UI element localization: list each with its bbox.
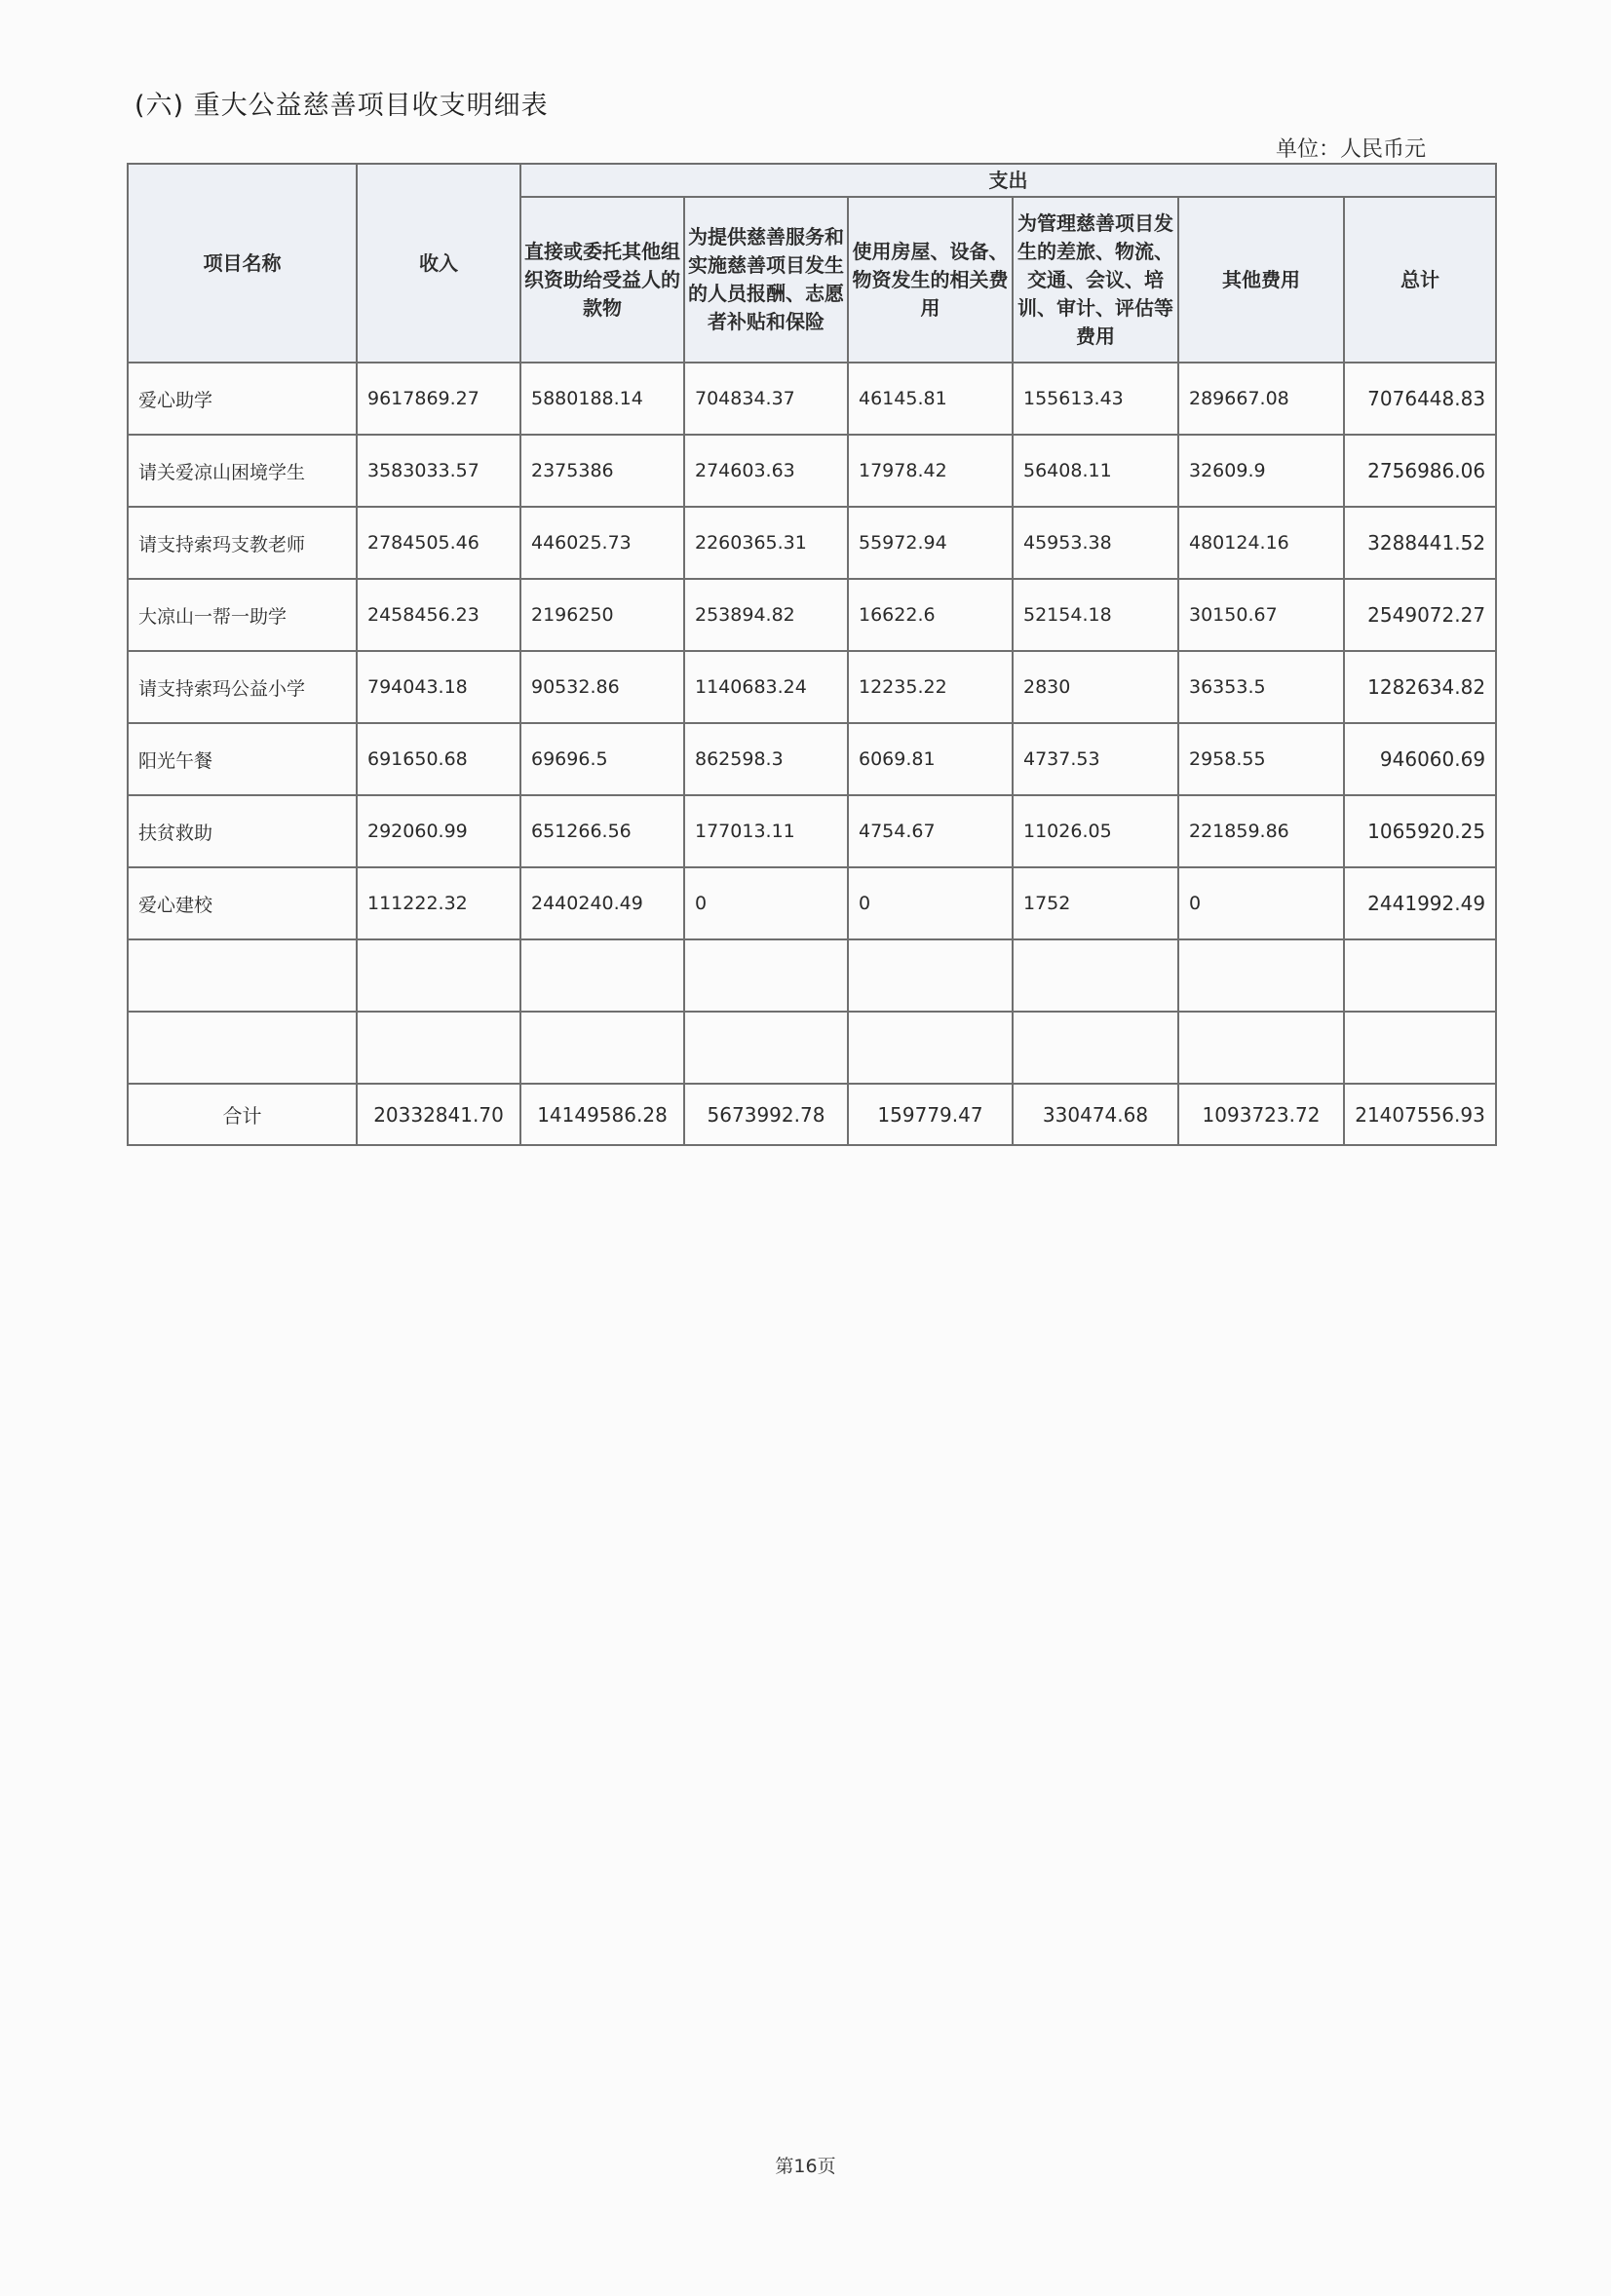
- header-project-name: 项目名称: [128, 164, 357, 363]
- cell-facilities: [848, 939, 1013, 1012]
- cell-management: 11026.05: [1013, 795, 1178, 867]
- table-row: [128, 507, 1496, 579]
- cell-other: 289667.08: [1178, 363, 1344, 435]
- cell-facilities: 16622.6: [848, 579, 1013, 651]
- table-row-empty: [128, 939, 1496, 1012]
- cell-personnel: 0: [684, 867, 848, 939]
- cell-facilities: 0: [848, 867, 1013, 939]
- cell-income: 3583033.57: [357, 435, 520, 507]
- cell-total: 3288441.52: [1344, 507, 1496, 579]
- header-income: 收入: [357, 164, 520, 363]
- cell-income: 292060.99: [357, 795, 520, 867]
- cell-other: [1178, 939, 1344, 1012]
- cell-total: 2441992.49: [1344, 867, 1496, 939]
- cell-other: 32609.9: [1178, 435, 1344, 507]
- table-row: [128, 867, 1496, 939]
- cell-project-name: 阳光午餐: [128, 723, 357, 795]
- cell-facilities: 12235.22: [848, 651, 1013, 723]
- cell-total: [1344, 1012, 1496, 1084]
- header-direct-aid: 直接或委托其他组织资助给受益人的款物: [520, 197, 684, 363]
- cell-total: [1344, 939, 1496, 1012]
- cell-project-name: [128, 939, 357, 1012]
- cell-other: 36353.5: [1178, 651, 1344, 723]
- cell-sum-income: 20332841.70: [357, 1084, 520, 1145]
- cell-project-name: 大凉山一帮一助学: [128, 579, 357, 651]
- cell-project-name: 请支持索玛公益小学: [128, 651, 357, 723]
- cell-sum-total: 21407556.93: [1344, 1084, 1496, 1145]
- cell-sum-personnel: 5673992.78: [684, 1084, 848, 1145]
- cell-facilities: 17978.42: [848, 435, 1013, 507]
- cell-project-name: 请支持索玛支教老师: [128, 507, 357, 579]
- section-heading: (六) 重大公益慈善项目收支明细表: [134, 91, 549, 121]
- cell-management: 56408.11: [1013, 435, 1178, 507]
- unit-label: 单位：人民币元: [1275, 137, 1426, 162]
- cell-income: [357, 1012, 520, 1084]
- cell-sum-facilities: 159779.47: [848, 1084, 1013, 1145]
- table-row: [128, 579, 1496, 651]
- cell-total: 7076448.83: [1344, 363, 1496, 435]
- cell-direct-aid: 90532.86: [520, 651, 684, 723]
- header-facilities: 使用房屋、设备、物资发生的相关费用: [848, 197, 1013, 363]
- cell-personnel: 253894.82: [684, 579, 848, 651]
- cell-project-name: 爱心建校: [128, 867, 357, 939]
- cell-income: 794043.18: [357, 651, 520, 723]
- cell-direct-aid: 651266.56: [520, 795, 684, 867]
- table-sum-row: [128, 1084, 1496, 1145]
- cell-direct-aid: [520, 1012, 684, 1084]
- cell-other: 30150.67: [1178, 579, 1344, 651]
- cell-facilities: 55972.94: [848, 507, 1013, 579]
- cell-other: 221859.86: [1178, 795, 1344, 867]
- cell-project-name: 扶贫救助: [128, 795, 357, 867]
- cell-management: [1013, 1012, 1178, 1084]
- cell-personnel: 1140683.24: [684, 651, 848, 723]
- table-row: [128, 363, 1496, 435]
- cell-personnel: 862598.3: [684, 723, 848, 795]
- cell-project-name: [128, 1012, 357, 1084]
- cell-income: 2458456.23: [357, 579, 520, 651]
- cell-facilities: 46145.81: [848, 363, 1013, 435]
- cell-income: 9617869.27: [357, 363, 520, 435]
- cell-income: 2784505.46: [357, 507, 520, 579]
- cell-facilities: [848, 1012, 1013, 1084]
- cell-personnel: 704834.37: [684, 363, 848, 435]
- cell-management: 1752: [1013, 867, 1178, 939]
- cell-personnel: [684, 939, 848, 1012]
- cell-sum-management: 330474.68: [1013, 1084, 1178, 1145]
- cell-total: 1282634.82: [1344, 651, 1496, 723]
- cell-sum-label: 合计: [128, 1084, 357, 1145]
- table-row: [128, 651, 1496, 723]
- cell-total: 2756986.06: [1344, 435, 1496, 507]
- cell-project-name: 请关爱凉山困境学生: [128, 435, 357, 507]
- cell-total: 946060.69: [1344, 723, 1496, 795]
- cell-direct-aid: 2196250: [520, 579, 684, 651]
- cell-income: [357, 939, 520, 1012]
- cell-personnel: 177013.11: [684, 795, 848, 867]
- income-expense-table: [127, 163, 1497, 1146]
- cell-management: 52154.18: [1013, 579, 1178, 651]
- cell-other: 2958.55: [1178, 723, 1344, 795]
- table-row-empty: [128, 1012, 1496, 1084]
- cell-other: 0: [1178, 867, 1344, 939]
- table-row: [128, 435, 1496, 507]
- cell-personnel: [684, 1012, 848, 1084]
- cell-management: 45953.38: [1013, 507, 1178, 579]
- header-other: 其他费用: [1178, 197, 1344, 363]
- header-expense-group: 支出: [520, 164, 1496, 197]
- cell-income: 691650.68: [357, 723, 520, 795]
- header-management: 为管理慈善项目发生的差旅、物流、交通、会议、培训、审计、评估等费用: [1013, 197, 1178, 363]
- header-personnel: 为提供慈善服务和实施慈善项目发生的人员报酬、志愿者补贴和保险: [684, 197, 848, 363]
- cell-management: 4737.53: [1013, 723, 1178, 795]
- cell-direct-aid: 446025.73: [520, 507, 684, 579]
- cell-direct-aid: [520, 939, 684, 1012]
- cell-direct-aid: 2375386: [520, 435, 684, 507]
- cell-management: 155613.43: [1013, 363, 1178, 435]
- cell-direct-aid: 69696.5: [520, 723, 684, 795]
- cell-facilities: 6069.81: [848, 723, 1013, 795]
- table-row: [128, 723, 1496, 795]
- header-total: 总计: [1344, 197, 1496, 363]
- cell-facilities: 4754.67: [848, 795, 1013, 867]
- cell-direct-aid: 5880188.14: [520, 363, 684, 435]
- cell-sum-other: 1093723.72: [1178, 1084, 1344, 1145]
- table-row: [128, 795, 1496, 867]
- page-number: 第16页: [775, 2156, 836, 2177]
- cell-management: 2830: [1013, 651, 1178, 723]
- cell-total: 2549072.27: [1344, 579, 1496, 651]
- cell-personnel: 2260365.31: [684, 507, 848, 579]
- cell-direct-aid: 2440240.49: [520, 867, 684, 939]
- cell-total: 1065920.25: [1344, 795, 1496, 867]
- cell-income: 111222.32: [357, 867, 520, 939]
- cell-other: 480124.16: [1178, 507, 1344, 579]
- cell-personnel: 274603.63: [684, 435, 848, 507]
- cell-other: [1178, 1012, 1344, 1084]
- cell-sum-direct-aid: 14149586.28: [520, 1084, 684, 1145]
- cell-management: [1013, 939, 1178, 1012]
- cell-project-name: 爱心助学: [128, 363, 357, 435]
